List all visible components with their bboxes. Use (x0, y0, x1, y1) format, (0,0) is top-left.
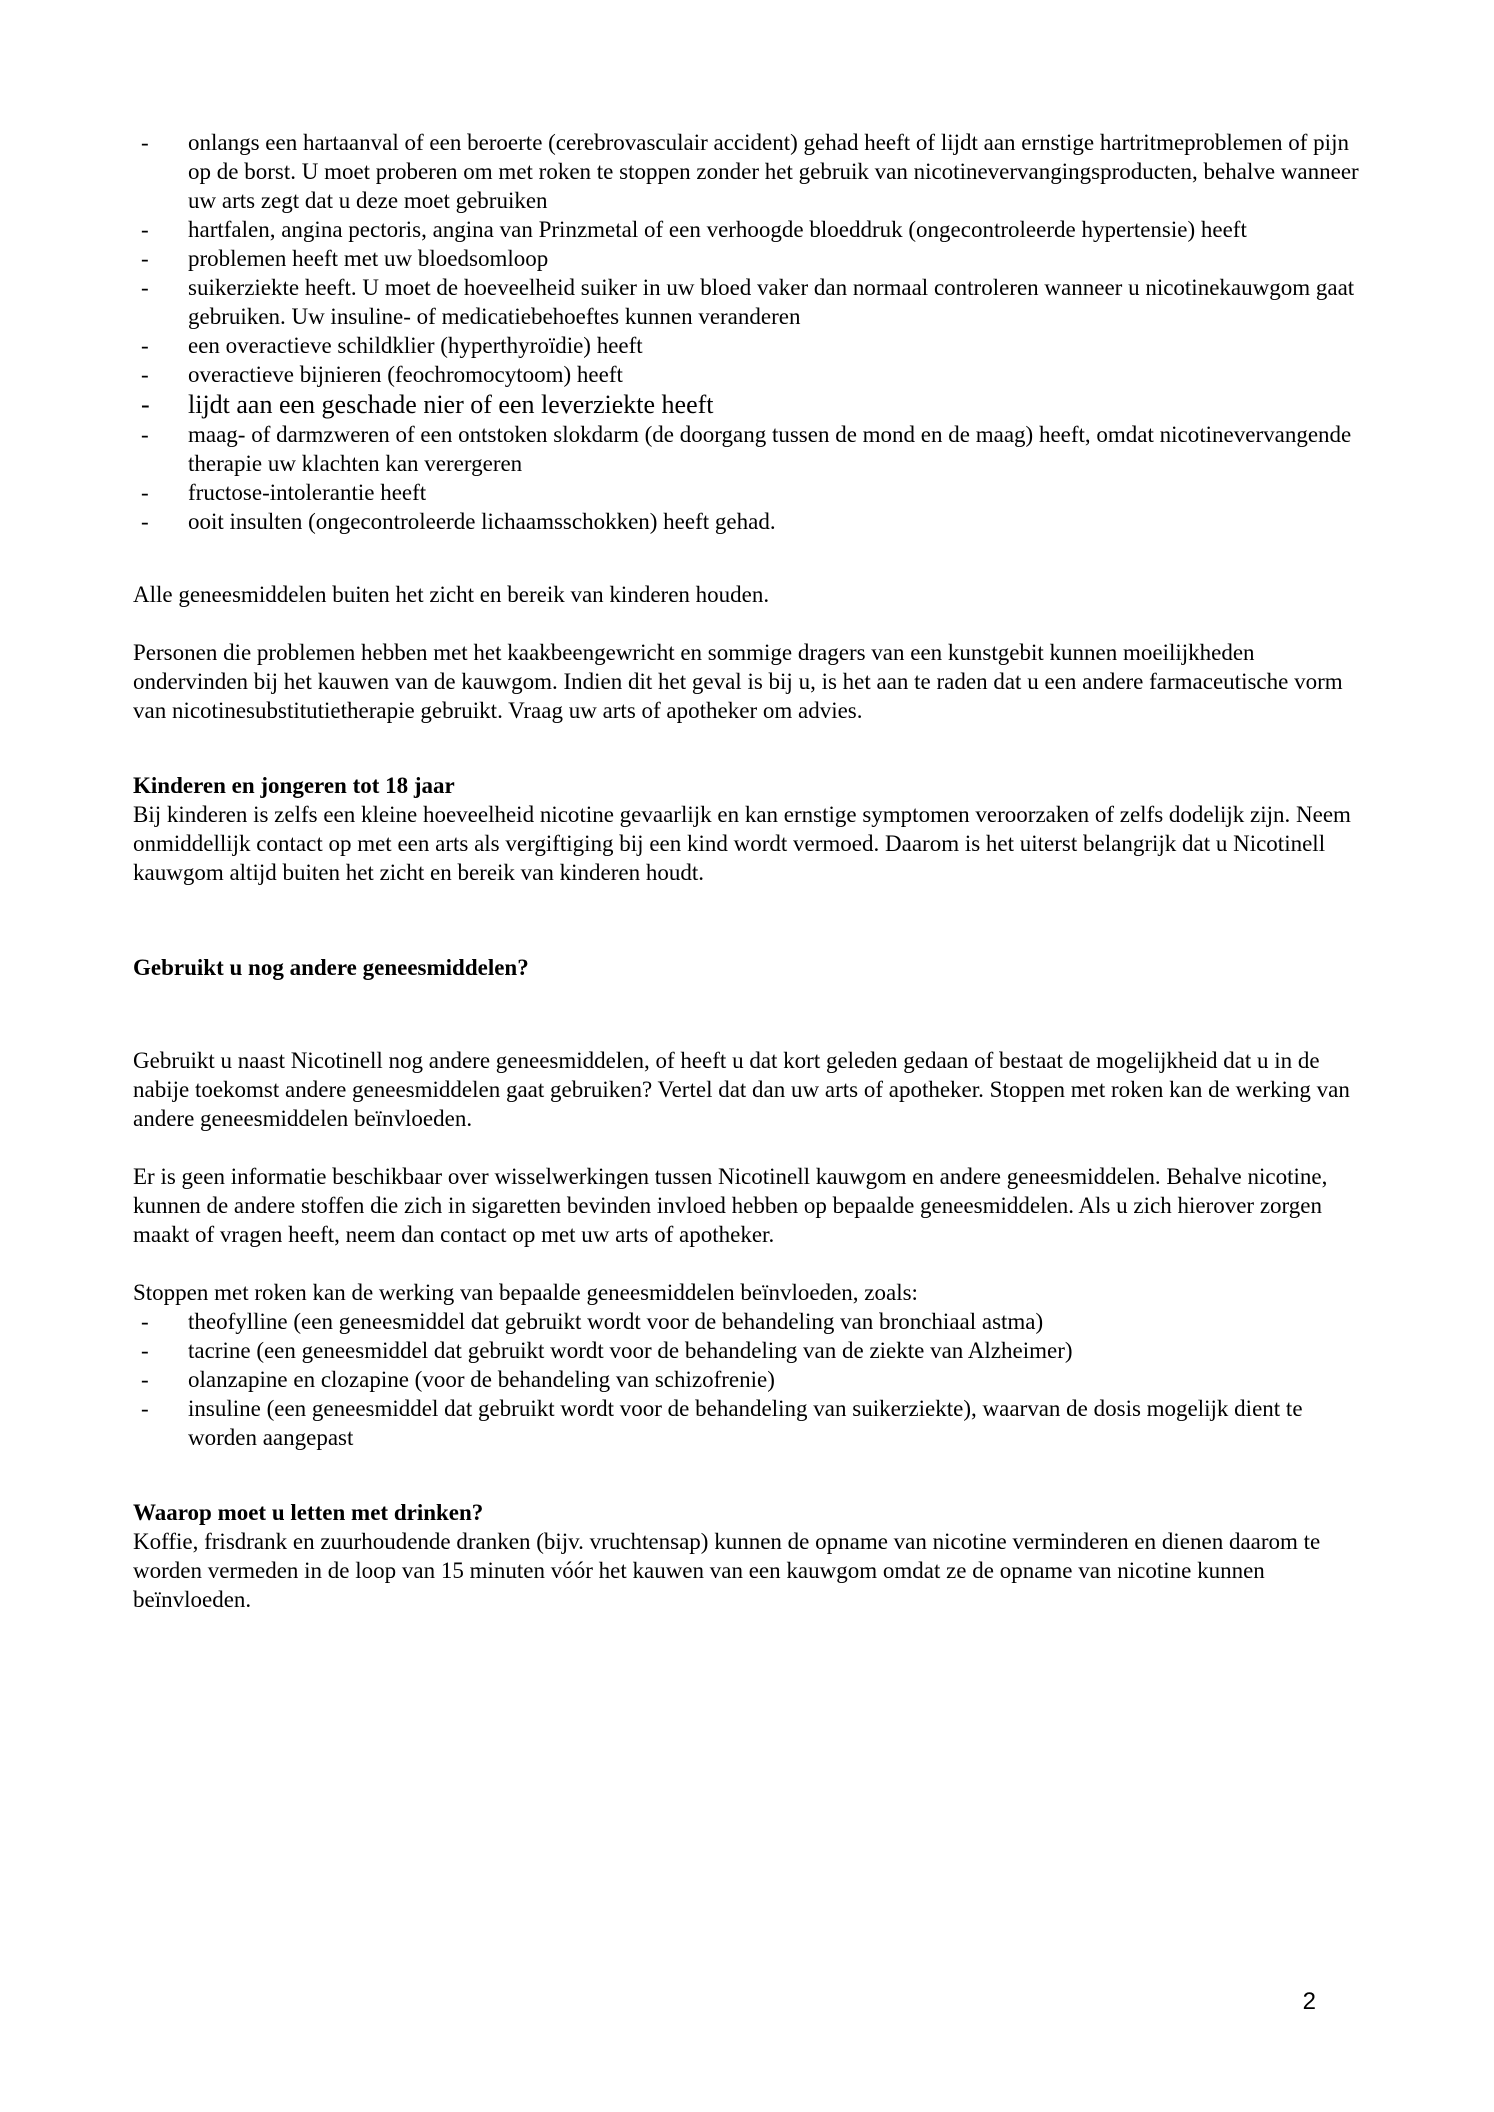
dash-bullet: - (141, 1338, 149, 1363)
list-item-text: theofylline (een geneesmiddel dat gebruikt wordt voor de behandeling van bronchiaal astma) (188, 1309, 1044, 1334)
medicines-list (133, 1307, 1364, 1452)
list-item (133, 331, 1364, 360)
list-item (133, 244, 1364, 273)
list-item (133, 1365, 1364, 1394)
medicines-list-intro: Stoppen met roken kan de werking van bepaalde geneesmiddelen beïnvloeden, zoals: (133, 1280, 918, 1305)
dash-bullet: - (141, 333, 149, 358)
list-item-text: problemen heeft met uw bloedsomloop (188, 246, 549, 271)
list-item-text: ooit insulten (ongecontroleerde lichaamsschokken) heeft gehad. (188, 509, 776, 534)
dash-bullet: - (141, 246, 149, 271)
other-medicines-body1: Gebruikt u naast Nicotinell nog andere geneesmiddelen, of heeft u dat kort geleden gedaan of bestaat de mogelijkheid dat u in de nabije toekomst andere geneesmiddelen gaat gebruiken? Vertel dat dan uw arts of apotheker. Stoppen met roken kan de werking van andere geneesmiddelen beïnvloeden. (133, 1048, 1350, 1131)
list-item (133, 507, 1364, 536)
list-item-text: fructose-intolerantie heeft (188, 480, 427, 505)
dash-bullet: - (141, 130, 149, 155)
warnings-list (133, 128, 1364, 536)
list-item-text: maag- of darmzweren of een ontstoken slokdarm (de doorgang tussen de mond en de maag) heeft, omdat nicotinevervangende therapie uw klachten kan verergeren (188, 422, 1352, 476)
dash-bullet: - (141, 1367, 149, 1392)
dash-bullet: - (141, 390, 150, 419)
list-item-text: overactieve bijnieren (feochromocytoom) heeft (188, 362, 623, 387)
list-item (133, 478, 1364, 507)
list-item (133, 1394, 1364, 1452)
other-medicines-body2: Er is geen informatie beschikbaar over wisselwerkingen tussen Nicotinell kauwgom en andere geneesmiddelen. Behalve nicotine, kunnen de andere stoffen die zich in sigaretten bevinden invloed hebben op bepaalde geneesmiddelen. Als u zich hierover zorgen maakt of vragen heeft, neem dan contact op met uw arts of apotheker. (133, 1164, 1328, 1247)
list-item (133, 389, 1364, 420)
dash-bullet: - (141, 362, 149, 387)
jaw-paragraph: Personen die problemen hebben met het kaakbeengewricht en sommige dragers van een kunstgebit kunnen moeilijkheden ondervinden bij het kauwen van de kauwgom. Indien dit het geval is bij u, is het aan te raden dat u een andere farmaceutische vorm van nicotinesubstitutietherapie gebruikt. Vraag uw arts of apotheker om advies. (133, 640, 1343, 723)
page-number: 2 (1302, 1988, 1316, 2015)
dash-bullet: - (141, 1396, 149, 1421)
children-section-body: Bij kinderen is zelfs een kleine hoeveelheid nicotine gevaarlijk en kan ernstige symptomen veroorzaken of zelfs dodelijk zijn. Neem onmiddellijk contact op met een arts als vergiftiging bij een kind wordt vermoed. Daarom is het uiterst belangrijk dat u Nicotinell kauwgom altijd buiten het zicht en bereik van kinderen houdt. (133, 802, 1351, 885)
list-item-text: olanzapine en clozapine (voor de behandeling van schizofrenie) (188, 1367, 775, 1392)
dash-bullet: - (141, 509, 149, 534)
list-item-text: suikerziekte heeft. U moet de hoeveelheid suiker in uw bloed vaker dan normaal controleren wanneer u nicotinekauwgom gaat gebruiken. Uw insuline- of medicatiebehoeftes kunnen veranderen (188, 275, 1355, 329)
list-item (133, 273, 1364, 331)
drinks-section-heading: Waarop moet u letten met drinken? (133, 1500, 484, 1525)
dash-bullet: - (141, 480, 149, 505)
dash-bullet: - (141, 275, 149, 300)
list-item (133, 128, 1364, 215)
list-item-text: tacrine (een geneesmiddel dat gebruikt wordt voor de behandeling van de ziekte van Alzheimer) (188, 1338, 1073, 1363)
dash-bullet: - (141, 217, 149, 242)
list-item (133, 420, 1364, 478)
list-item (133, 360, 1364, 389)
dash-bullet: - (141, 1309, 149, 1334)
list-item-text: onlangs een hartaanval of een beroerte (cerebrovasculair accident) gehad heeft of lijdt aan ernstige hartritmeproblemen of pijn op de borst. U moet proberen om met roken te stoppen zonder het gebruik van nicotinevervangingsproducten, behalve wanneer uw arts zegt dat u deze moet gebruiken (188, 130, 1359, 213)
list-item (133, 215, 1364, 244)
drinks-section-body: Koffie, frisdrank en zuurhoudende dranken (bijv. vruchtensap) kunnen de opname van nicotine verminderen en dienen daarom te worden vermeden in de loop van 15 minuten vóór het kauwen van een kauwgom omdat ze de opname van nicotine kunnen beïnvloeden. (133, 1529, 1321, 1612)
keep-away-paragraph: Alle geneesmiddelen buiten het zicht en bereik van kinderen houden. (133, 582, 770, 607)
dash-bullet: - (141, 422, 149, 447)
list-item (133, 1307, 1364, 1336)
other-medicines-heading: Gebruikt u nog andere geneesmiddelen? (133, 955, 529, 980)
list-item-text: insuline (een geneesmiddel dat gebruikt wordt voor de behandeling van suikerziekte), waarvan de dosis mogelijk dient te worden aangepast (188, 1396, 1303, 1450)
list-item-text: een overactieve schildklier (hyperthyroïdie) heeft (188, 333, 643, 358)
list-item-text: lijdt aan een geschade nier of een leverziekte heeft (188, 390, 714, 419)
list-item (133, 1336, 1364, 1365)
children-section-heading: Kinderen en jongeren tot 18 jaar (133, 773, 455, 798)
list-item-text: hartfalen, angina pectoris, angina van Prinzmetal of een verhoogde bloeddruk (ongecontroleerde hypertensie) heeft (188, 217, 1247, 242)
